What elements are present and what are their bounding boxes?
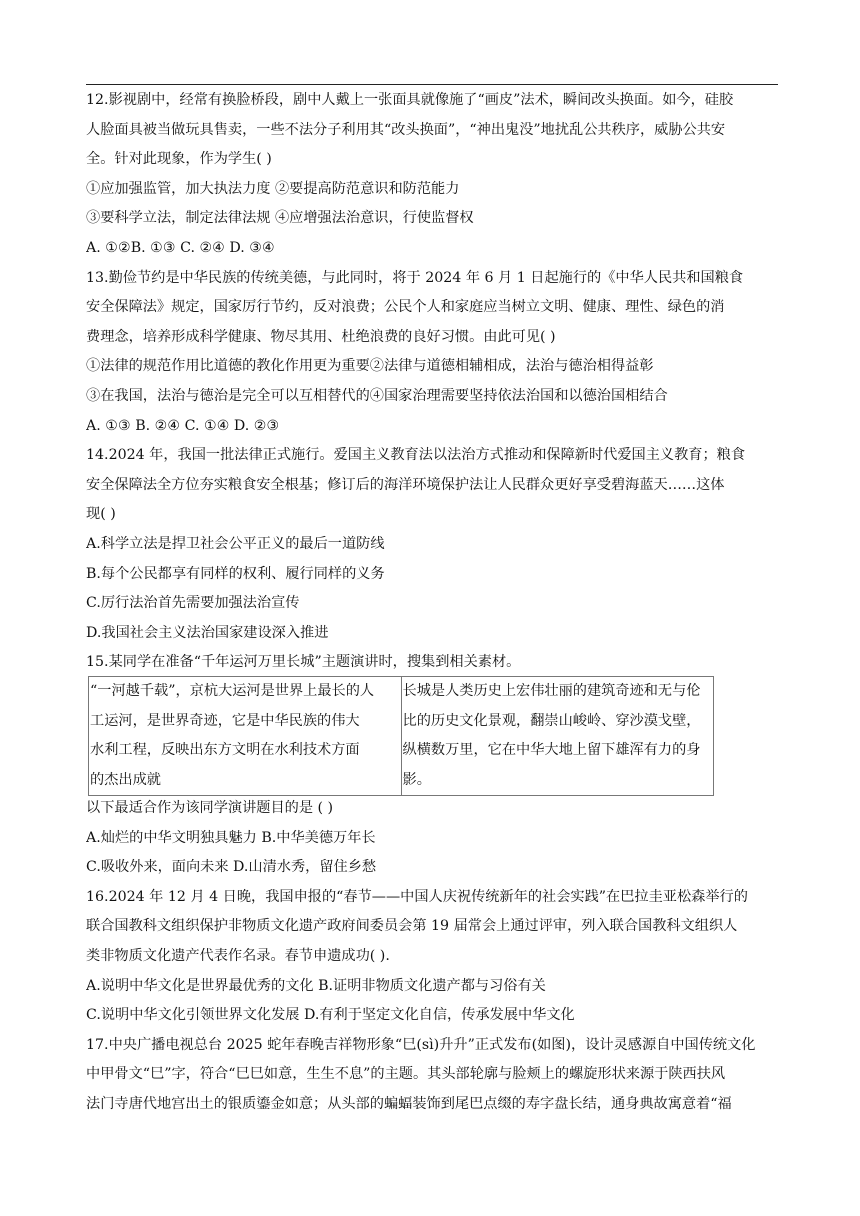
option-a: A.科学立法是捍卫社会公平正义的最后一道防线	[86, 535, 385, 552]
text-line: 中甲骨文“巳”字，符合“巳巳如意，生生不息”的主题。其头部轮廓与脸颊上的螺旋形状来源于陕西扶风	[86, 1066, 726, 1083]
cell-line: 影。	[402, 771, 431, 788]
cell-line: 长城是人类历史上宏伟壮丽的建筑奇迹和无与伦	[402, 683, 701, 699]
answer-options: A. ①②B. ①③ C. ②④ D. ③④	[86, 239, 275, 256]
text-line: 类非物质文化遗产代表作名录。春节申遗成功( ).	[86, 947, 390, 964]
text-line: 12.影视剧中，经常有换脸桥段，剧中人戴上一张面具就像施了“画皮”法术，瞬间改头换面。如今，硅胶	[86, 92, 734, 108]
questions-12-15	[86, 86, 778, 678]
text-line: 17.中央广播电视总台 2025 蛇年春晚吉祥物形象“巳(sì)升升”正式发布(如图)，设计灵感源自中国传统文化	[86, 1036, 756, 1053]
cell-line: 纵横数万里，它在中华大地上留下雄浑有力的身	[402, 742, 701, 759]
text-line: ①应加强监管，加大执法力度 ②要提高防范意识和防范能力	[86, 180, 460, 197]
answer-options: C.说明中华文化引领世界文化发展 D.有利于坚定文化自信，传承发展中华文化	[86, 1007, 575, 1024]
answer-options: A.灿烂的中华文明独具魅力 B.中华美德万年长	[86, 829, 376, 846]
option-b: B.每个公民都享有同样的权利、履行同样的义务	[86, 565, 385, 582]
cell-line: “一河越千载”，京杭大运河是世界上最长的人	[90, 683, 375, 699]
answer-options: C.吸收外来，面向未来 D.山清水秀，留住乡愁	[86, 859, 377, 876]
text-line: 15.某同学在准备“千年运河万里长城”主题演讲时，搜集到相关素材。	[86, 654, 521, 671]
text-line: 13.勤俭节约是中华民族的传统美德，与此同时，将于 2024 年 6 月 1 日起施行的《中华人民共和国粮食	[86, 269, 744, 286]
cell-line: 工运河，是世界奇迹，它是中华民族的伟大	[90, 712, 360, 729]
text-line: 14.2024 年，我国一批法律正式施行。爱国主义教育法以法治方式推动和保障新时代爱国主义教育；粮食	[86, 447, 746, 464]
questions-15-17	[86, 794, 778, 1120]
table-row	[89, 677, 714, 796]
option-d: D.我国社会主义法治国家建设深入推进	[86, 624, 329, 641]
text-line: ①法律的规范作用比道德的教化作用更为重要②法律与道德相辅相成，法治与德治相得益彰	[86, 358, 654, 375]
answer-options: A. ①③ B. ②④ C. ①④ D. ②③	[86, 417, 280, 434]
text-line: 人脸面具被当做玩具售卖，一些不法分子利用其“改头换面”，“神出鬼没”地扰乱公共秩序，威胁公共安	[86, 121, 726, 138]
text-line: 安全保障法全方位夯实粮食安全根基；修订后的海洋环境保护法让人民群众更好享受碧海蓝天……这体	[86, 476, 725, 493]
text-line: 联合国教科文组织保护非物质文化遗产政府间委员会第 19 届常会上通过评审，列入联合国教科文组织人	[86, 918, 738, 935]
text-line: 现( )	[86, 506, 116, 523]
answer-options: A.说明中华文化是世界最优秀的文化 B.证明非物质文化遗产都与习俗有关	[86, 977, 546, 994]
text-line: 以下最适合作为该同学演讲题目的是 ( )	[86, 800, 334, 816]
material-table	[88, 676, 714, 796]
table-cell-great-wall	[401, 677, 714, 796]
text-line: 法门寺唐代地宫出土的银质鎏金如意；从头部的蝙蝠装饰到尾巴点缀的寿字盘长结，通身典故寓意着“福	[86, 1095, 732, 1112]
cell-line: 水利工程，反映出东方文明在水利技术方面	[90, 742, 360, 759]
text-line: 费理念，培养形成科学健康、物尽其用、杜绝浪费的良好习惯。由此可见( )	[86, 328, 556, 345]
text-line: 16.2024 年 12 月 4 日晚，我国申报的“春节——中国人庆祝传统新年的社会实践”在巴拉圭亚松森举行的	[86, 888, 748, 905]
text-line: ③在我国，法治与德治是完全可以互相替代的④国家治理需要坚持依法治国和以德治国相结合	[86, 387, 668, 404]
header-rule	[86, 84, 778, 85]
text-line: 安全保障法》规定，国家厉行节约，反对浪费；公民个人和家庭应当树立文明、健康、理性、绿色的消	[86, 299, 725, 316]
table-cell-grand-canal	[89, 677, 402, 796]
option-c: C.厉行法治首先需要加强法治宣传	[86, 595, 300, 612]
cell-line: 的杰出成就	[90, 771, 161, 788]
cell-line: 比的历史文化景观，翻崇山峻岭、穿沙漠戈壁，	[402, 712, 701, 729]
text-line: 全。针对此现象，作为学生( )	[86, 151, 272, 168]
text-line: ③要科学立法，制定法律法规 ④应增强法治意识，行使监督权	[86, 210, 474, 227]
